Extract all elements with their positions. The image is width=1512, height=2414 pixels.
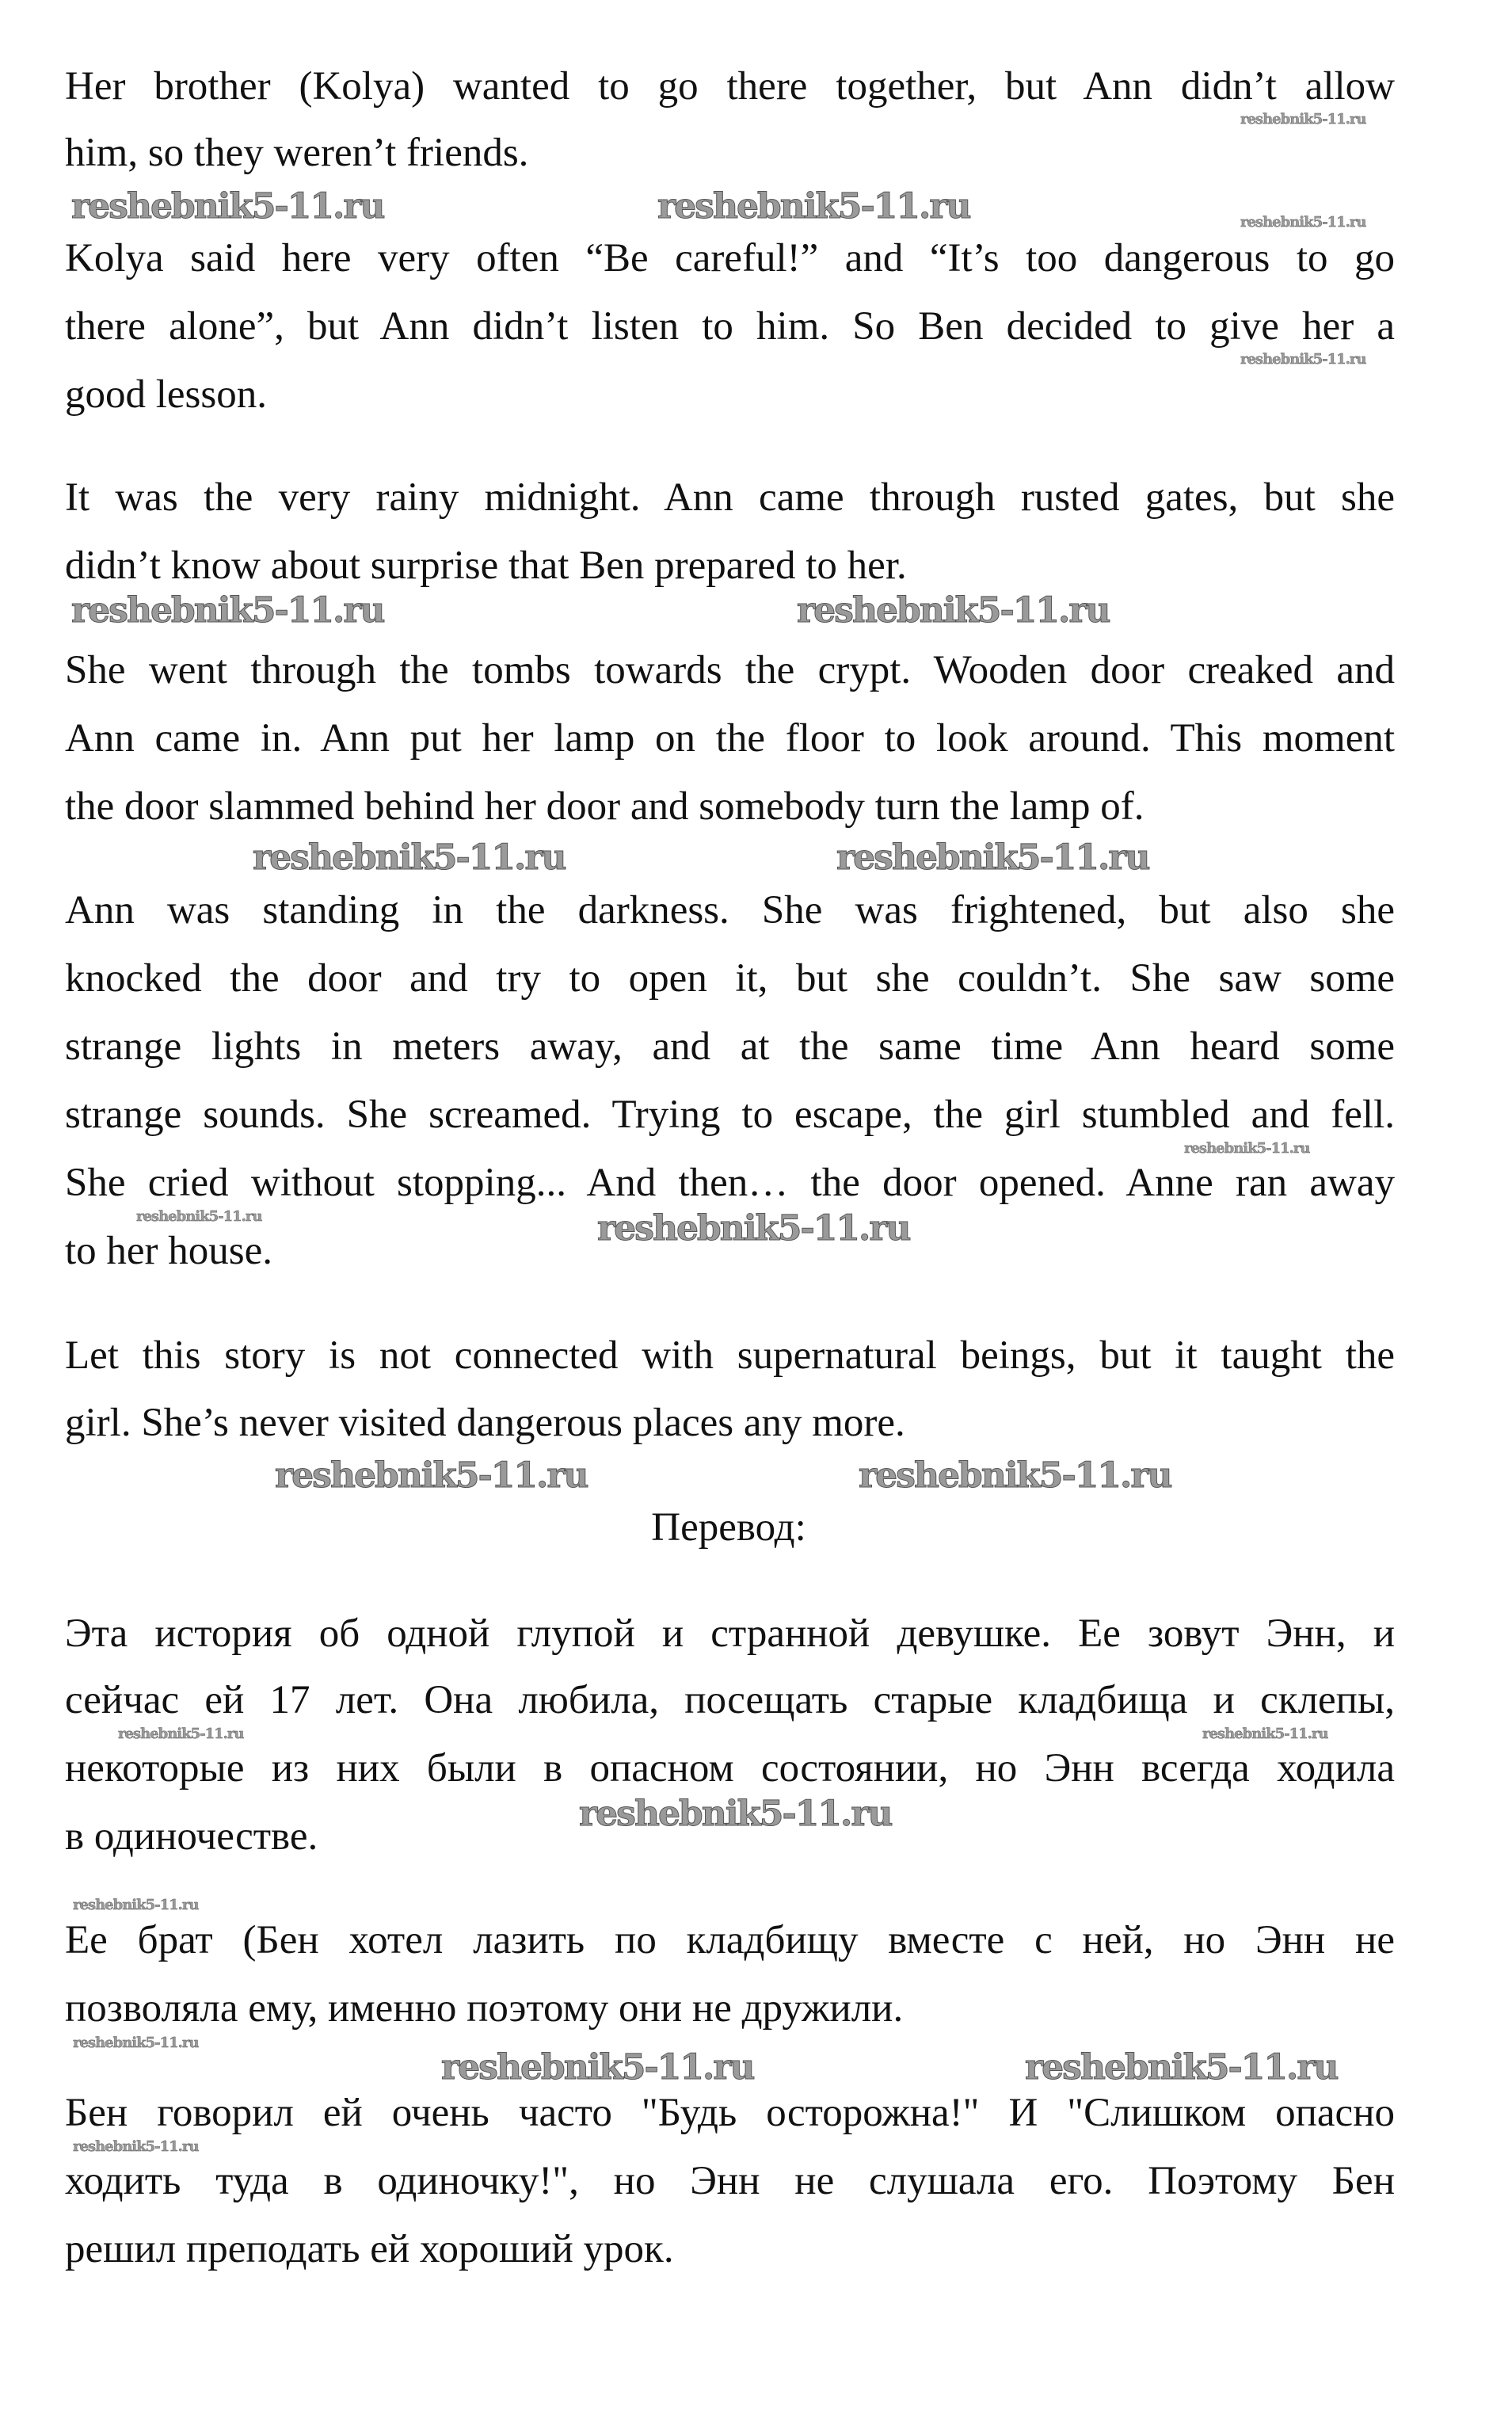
text-line: Ann came in. Ann put her lamp on the floor to look around. This moment [65,716,1395,761]
text-line: him, so they weren’t friends. [65,131,529,175]
text-line: strange lights in meters away, and at the same time Ann heard some [65,1024,1395,1069]
watermark: reshebnik5-11.ru [441,2047,754,2088]
watermark: reshebnik5-11.ru [836,837,1149,878]
text-line: Эта история об одной глупой и странной девушке. Ее зовут Энн, и [65,1611,1395,1656]
watermark: reshebnik5-11.ru [73,1897,199,1913]
text-line: the door slammed behind her door and somebody turn the lamp of. [65,784,1144,829]
watermark: reshebnik5-11.ru [579,1794,892,1834]
text-line: Let this story is not connected with supernatural beings, but it taught the [65,1333,1395,1378]
text-line: knocked the door and try to open it, but she couldn’t. She saw some [65,956,1395,1001]
watermark: reshebnik5-11.ru [1240,111,1366,128]
text-line: to her house. [65,1229,273,1273]
text-line: girl. She’s never visited dangerous places any more. [65,1401,905,1445]
watermark: reshebnik5-11.ru [275,1455,588,1496]
watermark: reshebnik5-11.ru [73,2138,199,2155]
watermark: reshebnik5-11.ru [118,1726,244,1742]
text-line: ходить туда в одиночку!", но Энн не слушала его. Поэтому Бен [65,2159,1395,2203]
text-line: Her brother (Kolya) wanted to go there together, but Ann didn’t allow [65,64,1395,109]
text-line: позволяла ему, именно поэтому они не дружили. [65,1986,904,2031]
text-line: Kolya said here very often “Be careful!” and “It’s too dangerous to go [65,236,1395,280]
text-line: в одиночестве. [65,1814,318,1859]
text-line: Ее брат (Бен хотел лазить по кладбищу вместе с ней, но Энн не [65,1918,1395,1962]
text-line: Бен говорил ей очень часто "Будь осторожна!" И "Слишком опасно [65,2091,1395,2135]
watermark: reshebnik5-11.ru [657,186,970,227]
watermark: reshebnik5-11.ru [1184,1140,1310,1157]
watermark: reshebnik5-11.ru [859,1455,1171,1496]
watermark: reshebnik5-11.ru [597,1208,910,1249]
translation-heading: Перевод: [651,1505,806,1550]
text-line: strange sounds. She screamed. Trying to escape, the girl stumbled and fell. [65,1093,1395,1137]
text-line: решил преподать ей хороший урок. [65,2227,674,2271]
text-line: She cried without stopping... And then… the door opened. Anne ran away [65,1161,1395,1205]
text-line: good lesson. [65,372,267,417]
watermark: reshebnik5-11.ru [136,1208,262,1225]
watermark: reshebnik5-11.ru [797,590,1110,631]
text-line: некоторые из них были в опасном состоянии, но Энн всегда ходила [65,1746,1395,1790]
text-line: It was the very rainy midnight. Ann came through rusted gates, but she [65,475,1395,520]
text-line: there alone”, but Ann didn’t listen to him. So Ben decided to give her a [65,304,1395,349]
text-line: сейчас ей 17 лет. Она любила, посещать старые кладбища и склепы, [65,1678,1395,1722]
text-line: didn’t know about surprise that Ben prepared to her. [65,543,907,588]
text-line: She went through the tombs towards the crypt. Wooden door creaked and [65,648,1395,692]
watermark: reshebnik5-11.ru [1202,1726,1328,1742]
watermark: reshebnik5-11.ru [1240,214,1366,231]
watermark: reshebnik5-11.ru [71,186,384,227]
watermark: reshebnik5-11.ru [253,837,566,878]
watermark: reshebnik5-11.ru [1240,351,1366,368]
watermark: reshebnik5-11.ru [73,2035,199,2051]
watermark: reshebnik5-11.ru [71,590,384,631]
watermark: reshebnik5-11.ru [1025,2047,1338,2088]
text-line: Ann was standing in the darkness. She was frightened, but also she [65,888,1395,932]
